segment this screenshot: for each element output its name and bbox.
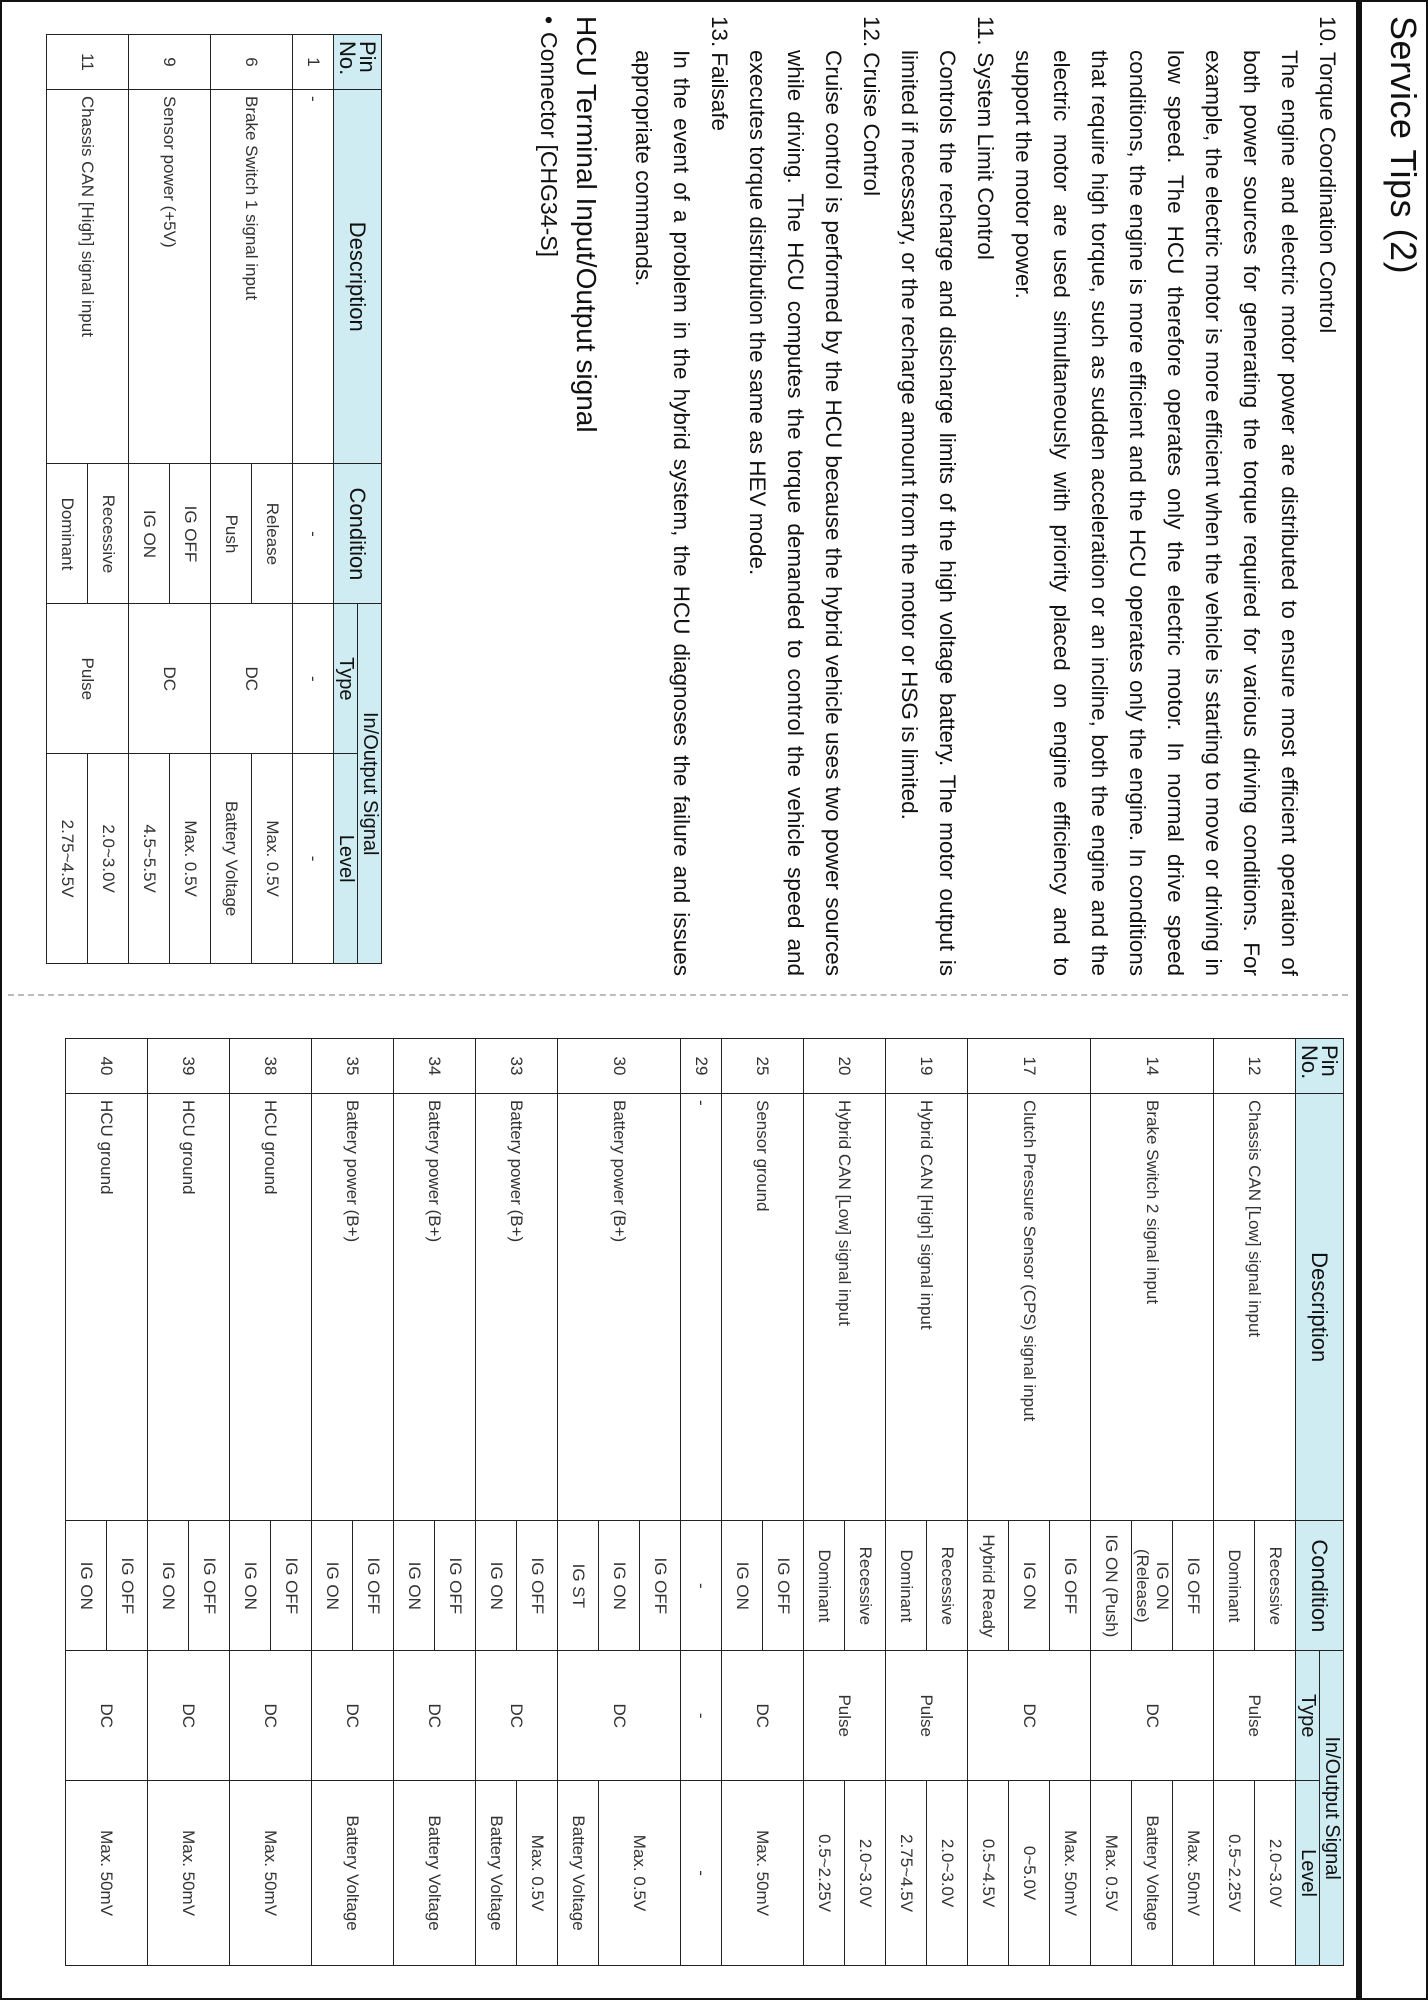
pin-description: Clutch Pressure Sensor (CPS) signal input [968, 1093, 1091, 1520]
level-cell: Battery Voltage [1132, 1781, 1173, 1966]
condition-cell: Dominant [1214, 1521, 1255, 1651]
condition-cell: - [681, 1521, 722, 1651]
level-cell: Battery Voltage [394, 1781, 476, 1966]
type-cell: - [681, 1651, 722, 1781]
level-cell: - [293, 754, 334, 964]
section-11 [890, 16, 1004, 976]
condition-cell: IG ON [312, 1521, 353, 1651]
pin-description: Battery power (B+) [312, 1093, 394, 1520]
section-body: Cruise control is performed by the HCU because the hybrid vehicle uses two power sources while driving. The HCU computes the torque demanded to control the vehicle speed and executes torque distribution the same as HEV mode. [745, 50, 846, 976]
pin-description: Hybrid CAN [Low] signal input [804, 1093, 886, 1520]
condition-cell: IG OFF [107, 1521, 148, 1651]
header-pin-no [1296, 1039, 1344, 1094]
condition-cell: IG OFF [189, 1521, 230, 1651]
type-cell: DC [148, 1651, 230, 1781]
section-13 [624, 16, 738, 976]
section-heading: Failsafe [707, 52, 732, 132]
type-cell: DC [722, 1651, 804, 1781]
condition-cell: IG OFF [435, 1521, 476, 1651]
condition-cell: IG ST [558, 1521, 599, 1651]
condition-cell: Release [252, 464, 293, 604]
pin-description: Hybrid CAN [High] signal input [886, 1093, 968, 1520]
level-cell: Max. 50mV [722, 1781, 804, 1966]
section-number: 12. [859, 16, 884, 48]
pin-number: 19 [886, 1039, 968, 1094]
table-row [1050, 1039, 1091, 1966]
table-row [640, 1039, 681, 1966]
left-io-table [46, 34, 382, 964]
right-io-table [65, 1038, 1344, 1966]
section-10 [1004, 16, 1346, 976]
condition-cell: IG OFF [170, 464, 211, 604]
table-row [271, 1039, 312, 1966]
type-cell: Pulse [886, 1651, 968, 1781]
header-type: Type [1296, 1651, 1320, 1781]
type-cell: DC [312, 1651, 394, 1781]
header-rule [1356, 0, 1362, 2000]
pin-description: Battery power (B+) [558, 1093, 681, 1520]
hcu-heading: HCU Terminal Input/Output signal [571, 16, 602, 433]
type-cell: Pulse [47, 604, 129, 754]
header-io-signal: In/Output Signal [358, 604, 382, 964]
pin-description: Battery power (B+) [476, 1093, 558, 1520]
pin-number: 30 [558, 1039, 681, 1094]
condition-cell: IG ON (Push) [1091, 1521, 1132, 1651]
condition-cell: IG ON [476, 1521, 517, 1651]
header-level: Level [334, 754, 358, 964]
table-row [845, 1039, 886, 1966]
header-level: Level [1296, 1781, 1320, 1966]
type-cell: DC [230, 1651, 312, 1781]
bullet: • [536, 16, 562, 25]
type-cell: DC [1091, 1651, 1214, 1781]
section-number: 13. [707, 16, 732, 48]
table-row [681, 1039, 722, 1966]
right-io-table-wrapper [65, 1038, 1344, 1966]
pin-number: 6 [211, 35, 293, 90]
pin-number: 25 [722, 1039, 804, 1094]
pin-description: HCU ground [230, 1093, 312, 1520]
pin-number: 40 [66, 1039, 148, 1094]
condition-cell: Dominant [47, 464, 88, 604]
condition-cell: Recessive [1255, 1521, 1296, 1651]
level-cell: - [681, 1781, 722, 1966]
pin-number: 35 [312, 1039, 394, 1094]
table-row [88, 35, 129, 964]
level-cell: 0.5~2.25V [1214, 1781, 1255, 1966]
condition-cell: IG ON [394, 1521, 435, 1651]
type-cell: Pulse [804, 1651, 886, 1781]
level-cell: 2.0~3.0V [88, 754, 129, 964]
level-cell: 0~5.0V [1009, 1781, 1050, 1966]
pin-description: HCU ground [66, 1093, 148, 1520]
level-cell: Battery Voltage [558, 1781, 599, 1966]
pin-description: HCU ground [148, 1093, 230, 1520]
page-title: Service Tips (2) [1383, 16, 1424, 275]
pin-description: Chassis CAN [High] signal input [47, 89, 129, 464]
table-row [252, 35, 293, 964]
section-number: 11. [973, 16, 998, 46]
connector-label [532, 16, 566, 976]
section-body: In the event of a problem in the hybrid system, the HCU diagnoses the failure and issues appropriate commands. [631, 50, 694, 976]
condition-cell: IG ON [148, 1521, 189, 1651]
level-cell: Battery Voltage [312, 1781, 394, 1966]
condition-cell: IG ON [722, 1521, 763, 1651]
pin-number: 11 [47, 35, 129, 90]
header-condition: Condition [1296, 1521, 1344, 1651]
table-row [107, 1039, 148, 1966]
pin-description: - [681, 1093, 722, 1520]
level-cell: 0.5~4.5V [968, 1781, 1009, 1966]
section-12 [738, 16, 890, 976]
table-row [170, 35, 211, 964]
pin-number: 14 [1091, 1039, 1214, 1094]
condition-cell: IG ON [1009, 1521, 1050, 1651]
level-cell: Max. 0.5V [1091, 1781, 1132, 1966]
table-row [927, 1039, 968, 1966]
type-cell: DC [211, 604, 293, 754]
table-row [435, 1039, 476, 1966]
condition-cell: Hybrid Ready [968, 1521, 1009, 1651]
condition-cell: IG ON [66, 1521, 107, 1651]
pin-number: 9 [129, 35, 211, 90]
table-row [353, 1039, 394, 1966]
type-cell: DC [476, 1651, 558, 1781]
header-pin-line: Pin [355, 41, 381, 73]
condition-cell: IG OFF [271, 1521, 312, 1651]
pin-description: Chassis CAN [Low] signal input [1214, 1093, 1296, 1520]
condition-cell: Recessive [927, 1521, 968, 1651]
pin-number: 17 [968, 1039, 1091, 1094]
table-row [189, 1039, 230, 1966]
level-cell: 2.0~3.0V [845, 1781, 886, 1966]
level-cell: Max. 50mV [66, 1781, 148, 1966]
condition-cell: IG OFF [1050, 1521, 1091, 1651]
column-divider [8, 994, 1348, 996]
pin-description: - [293, 89, 334, 464]
pin-description: Sensor ground [722, 1093, 804, 1520]
condition-cell: IG ON [230, 1521, 271, 1651]
pin-number: 39 [148, 1039, 230, 1094]
level-cell: 2.0~3.0V [1255, 1781, 1296, 1966]
condition-cell: IG OFF [517, 1521, 558, 1651]
level-cell: Max. 0.5V [170, 754, 211, 964]
header-condition: Condition [334, 464, 382, 604]
type-cell: Pulse [1214, 1651, 1296, 1781]
condition-cell: - [293, 464, 334, 604]
level-cell: Max. 50mV [148, 1781, 230, 1966]
header-description: Description [1296, 1093, 1344, 1520]
pin-description: Sensor power (+5V) [129, 89, 211, 464]
level-cell: Max. 50mV [1050, 1781, 1091, 1966]
type-cell: DC [394, 1651, 476, 1781]
pin-description: Brake Switch 2 signal input [1091, 1093, 1214, 1520]
pin-number: 34 [394, 1039, 476, 1094]
table-row [517, 1039, 558, 1966]
condition-cell: IG ON (Release) [1132, 1521, 1173, 1651]
level-cell: 4.5~5.5V [129, 754, 170, 964]
pin-number: 38 [230, 1039, 312, 1094]
type-cell: DC [558, 1651, 681, 1781]
level-cell: Battery Voltage [476, 1781, 517, 1966]
condition-cell: IG OFF [640, 1521, 681, 1651]
connector-name: Connector [CHG34-S] [536, 32, 562, 257]
header-pin-line: Pin [1317, 1045, 1343, 1077]
header-pin-no [334, 35, 382, 90]
level-cell: Max. 0.5V [517, 1781, 558, 1966]
pin-number: 1 [293, 35, 334, 90]
pin-description: Battery power (B+) [394, 1093, 476, 1520]
pin-number: 29 [681, 1039, 722, 1094]
pin-number: 33 [476, 1039, 558, 1094]
pin-number: 12 [1214, 1039, 1296, 1094]
level-cell: Max. 0.5V [599, 1781, 681, 1966]
condition-cell: IG OFF [353, 1521, 394, 1651]
section-heading: Cruise Control [859, 52, 884, 197]
level-cell: Max. 50mV [1173, 1781, 1214, 1966]
condition-cell: IG OFF [1173, 1521, 1214, 1651]
section-heading: Torque Coordination Control [1315, 51, 1340, 334]
pin-description: Brake Switch 1 signal input [211, 89, 293, 464]
condition-cell: IG ON [599, 1521, 640, 1651]
condition-cell: Dominant [804, 1521, 845, 1651]
condition-cell: Push [211, 464, 252, 604]
condition-cell: Dominant [886, 1521, 927, 1651]
level-cell: 2.75~4.5V [886, 1781, 927, 1966]
header-io-signal: In/Output Signal [1320, 1651, 1344, 1966]
type-cell: DC [129, 604, 211, 754]
table-row [1255, 1039, 1296, 1966]
section-heading: System Limit Control [973, 52, 998, 260]
condition-cell: Recessive [845, 1521, 886, 1651]
type-cell: DC [66, 1651, 148, 1781]
section-body: The engine and electric motor power are distributed to ensure most efficient operation of both power sources for generating the torque required for various driving conditions. For example, the electric motor is more efficient when the vehicle is starting to move or driving in low speed. The HCU therefore operates only the electric motor. In normal drive speed conditions, the engine is more efficient and the HCU operates only the engine. In conditions that require high torque, such as sudden acceleration or an incline, both the engine and the electric motor are used simultaneously with priority placed on engine efficiency and to support the motor power. [1011, 50, 1302, 976]
section-number: 10. [1315, 16, 1340, 48]
section-body: Controls the recharge and discharge limits of the high voltage battery. The motor output is limited if necessary, or the recharge amount from the motor or HSG is limited. [897, 50, 960, 976]
condition-cell: IG OFF [763, 1521, 804, 1651]
header-type: Type [334, 604, 358, 754]
level-cell: Max. 50mV [230, 1781, 312, 1966]
table-row [293, 35, 334, 964]
level-cell: 0.5~2.25V [804, 1781, 845, 1966]
level-cell: 2.75~4.5V [47, 754, 88, 964]
header-pin-line: No. [1297, 1045, 1323, 1080]
left-io-table-wrapper [46, 34, 382, 964]
header-pin-line: No. [335, 41, 361, 76]
table-row [1173, 1039, 1214, 1966]
condition-cell: IG ON [129, 464, 170, 604]
table-row [763, 1039, 804, 1966]
level-cell: 2.0~3.0V [927, 1781, 968, 1966]
pin-number: 20 [804, 1039, 886, 1094]
type-cell: - [293, 604, 334, 754]
condition-cell: Recessive [88, 464, 129, 604]
type-cell: DC [968, 1651, 1091, 1781]
level-cell: Max. 0.5V [252, 754, 293, 964]
body-text [532, 16, 1346, 976]
header-description: Description [334, 89, 382, 464]
level-cell: Battery Voltage [211, 754, 252, 964]
